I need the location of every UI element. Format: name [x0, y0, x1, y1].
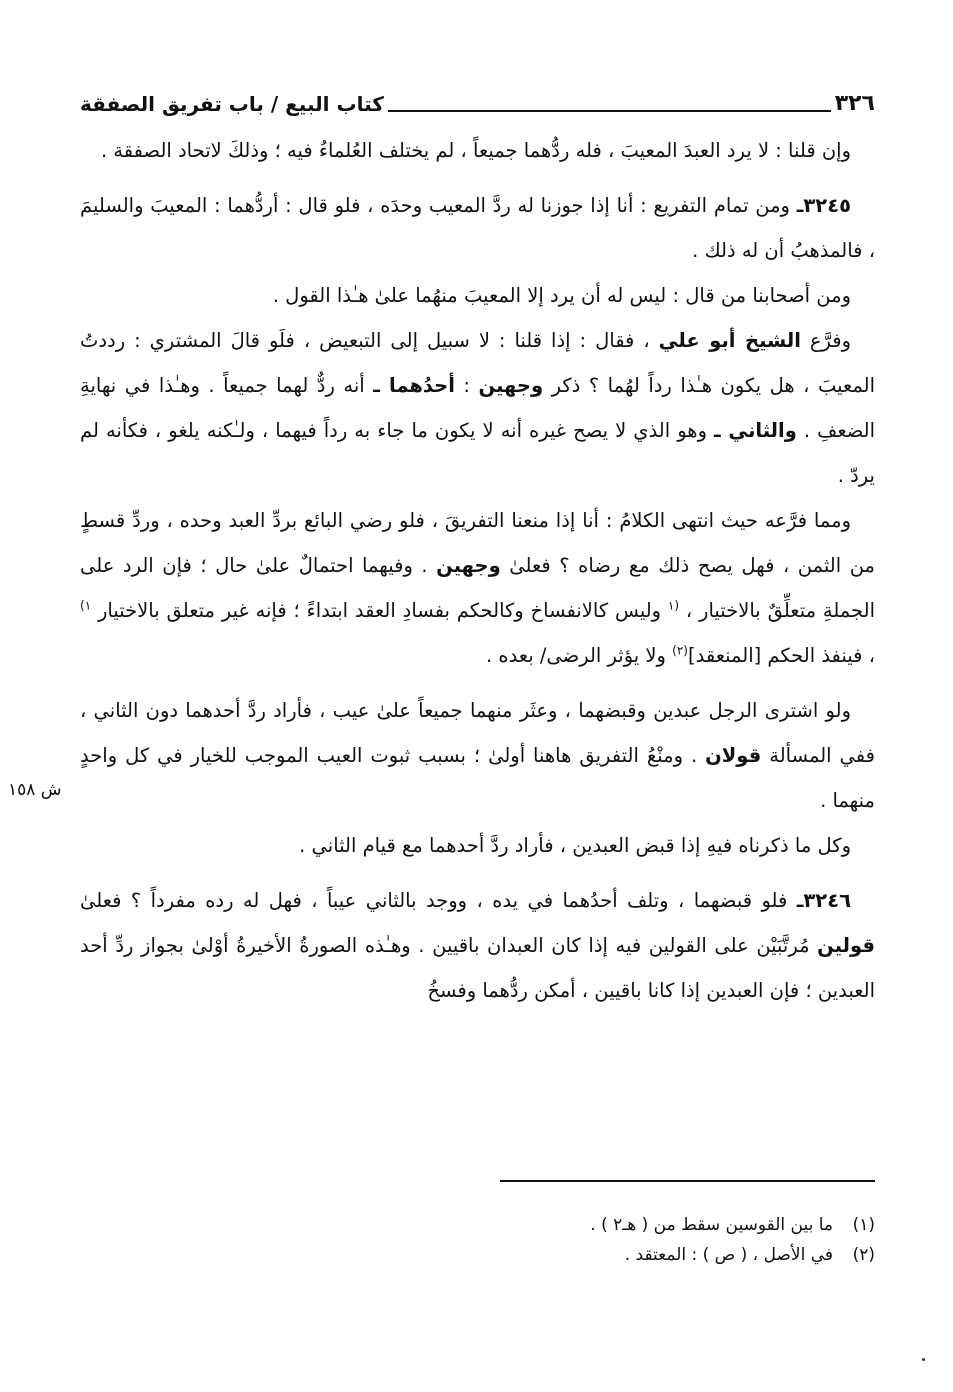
paragraph-7: وكل ما ذكرناه فيهِ إذا قبض العبدين ، فأراد ردَّ أحدهما مع قيام الثاني . — [299, 834, 851, 857]
term-two-views: وجهين — [478, 374, 544, 397]
footnote-ref-2: (٢) — [672, 643, 688, 658]
paragraph-4 — [80, 318, 875, 498]
paragraph-5-text-c: . وفيهما احتمالٌ علىٰ حال ؛ فإن الرد على الجملةِ متعلِّقٌ بالاختيار ، — [80, 554, 875, 622]
scan-speck — [922, 1358, 925, 1361]
paragraph-4-text-c: ، فقال : إذا قلنا : لا سبيل إلى التبعيض ، فلَو قالَ المشتري : رددتُ المعيبَ ، هل يكون هـٰذا رداً لهُما ؟ ذكر — [80, 329, 876, 397]
footnote-2-text: في الأصل ، ( ص ) : المعتقد . — [624, 1245, 833, 1265]
paragraph-5-text-f: ولا يؤثر الرضى/ بعده . — [485, 644, 673, 667]
footnotes — [80, 1210, 875, 1270]
paragraph-8 — [80, 878, 875, 1013]
issue-number-3246: ٣٢٤٦ـ — [796, 889, 851, 912]
term-two-sayings-2: قولين — [817, 934, 875, 957]
paragraph-1: وإن قلنا : لا يرد العبدَ المعيبَ ، فله ردُّهما جميعاً ، لم يختلف العُلماءُ فيه ؛ وذلكَ لاتحاد الصفقة . — [100, 139, 851, 162]
page-number: ٣٢٦ — [834, 91, 875, 116]
issue-number-3245: ٣٢٤٥ـ — [796, 194, 851, 217]
paragraph-4-text-e: : — [454, 374, 479, 397]
footnote-rule — [500, 1180, 875, 1182]
paragraph-4-text-g: أنه ردٌّ لهما جميعاً . وهـٰذا في نهايةِ الضعفِ . — [80, 374, 875, 442]
paragraph-5-text-a: ومما فرَّعه حيث انتهى الكلامُ : أنا إذا منعنا التفريقَ ، فلو رضي البائع بردِّ العبد وحده ، وردِّ قسطٍ من الثمن ، فهل يصح ذلك مع رضاه ؟ فعلىٰ — [80, 509, 875, 577]
main-text — [80, 128, 875, 1013]
paragraph-6-text-c: . ومنْعُ التفريق هاهنا أولىٰ ؛ بسبب ثبوت العيب الموجب للخيار في كل واحدٍ منهما . — [80, 744, 875, 812]
term-first: أحدُهما ـ — [373, 374, 455, 397]
footnote-2 — [80, 1240, 875, 1270]
footnote-1 — [80, 1210, 875, 1240]
footnote-1-mark: (١) — [852, 1215, 875, 1235]
header-rule — [388, 110, 831, 112]
paragraph-2 — [80, 183, 875, 273]
page-header — [80, 78, 875, 118]
scholar-name: الشيخ أبو علي — [658, 329, 801, 352]
paragraph-5-text-e: ، فينفذ الحكم [المنعقد] — [687, 644, 875, 667]
term-two-views-2: وجهين — [436, 554, 501, 577]
paragraph-6-text-a: ولو اشترى الرجل عبدين وقبضهما ، وعثَر منهما جميعاً علىٰ عيب ، فأراد ردَّ أحدهما دون الثاني ، ففي المسألة — [80, 699, 875, 767]
paragraph-5-text-d: وليس كالانفساخ وكالحكم بفسادِ العقد ابتداءً ؛ فإنه غير متعلق بالاختيار — [91, 599, 668, 622]
running-title: كتاب البيع / باب تفريق الصفقة — [80, 92, 384, 116]
paragraph-8-text-a: فلو قبضهما ، وتلف أحدُهما في يده ، ووجد بالثاني عيباً ، فهل له رده مفرداً ؟ فعلىٰ — [80, 889, 797, 912]
footnote-ref-1-open: (١ — [667, 598, 680, 613]
paragraph-6 — [80, 688, 875, 823]
manuscript-folio-note: ش ١٥٨ — [8, 780, 62, 800]
paragraph-4-text-a: وفرَّع — [800, 329, 852, 352]
paragraph-2-text: ومن تمام التفريع : أنا إذا جوزنا له ردَّ المعيب وحدَه ، فلو قال : أردُّهما : المعيبَ والسليمَ ، فالمذهبُ أن له ذلك . — [80, 194, 875, 262]
paragraph-4-text-i: وهو الذي لا يصح غيره أنه لا يكون ما جاء به رداً فيهما ، ولـٰكنه يلغو ، فكأنه لم يردّ . — [80, 419, 875, 487]
term-two-sayings: قولان — [705, 744, 762, 767]
footnote-2-mark: (٢) — [852, 1245, 875, 1265]
term-second: والثاني ـ — [714, 419, 797, 442]
paragraph-3: ومن أصحابنا من قال : ليس له أن يرد إلا المعيبَ منهُما علىٰ هـٰذا القول . — [272, 284, 851, 307]
paragraph-5 — [80, 498, 875, 678]
paragraph-8-text-c: مُرتَّبَيْن على القولين فيه إذا كان العبدان باقيين . وهـٰذه الصورةُ الأخيرةُ أوْلىٰ بجواز ردِّ أحد العبدين ؛ فإن العبدين إذا كانا باقيين ، أمكن ردُّهما وفسخُ — [80, 934, 875, 1002]
footnote-1-text: ما بين القوسين سقط من ( هـ٢ ) . — [590, 1215, 833, 1235]
footnote-ref-1-close: ١) — [80, 598, 92, 613]
